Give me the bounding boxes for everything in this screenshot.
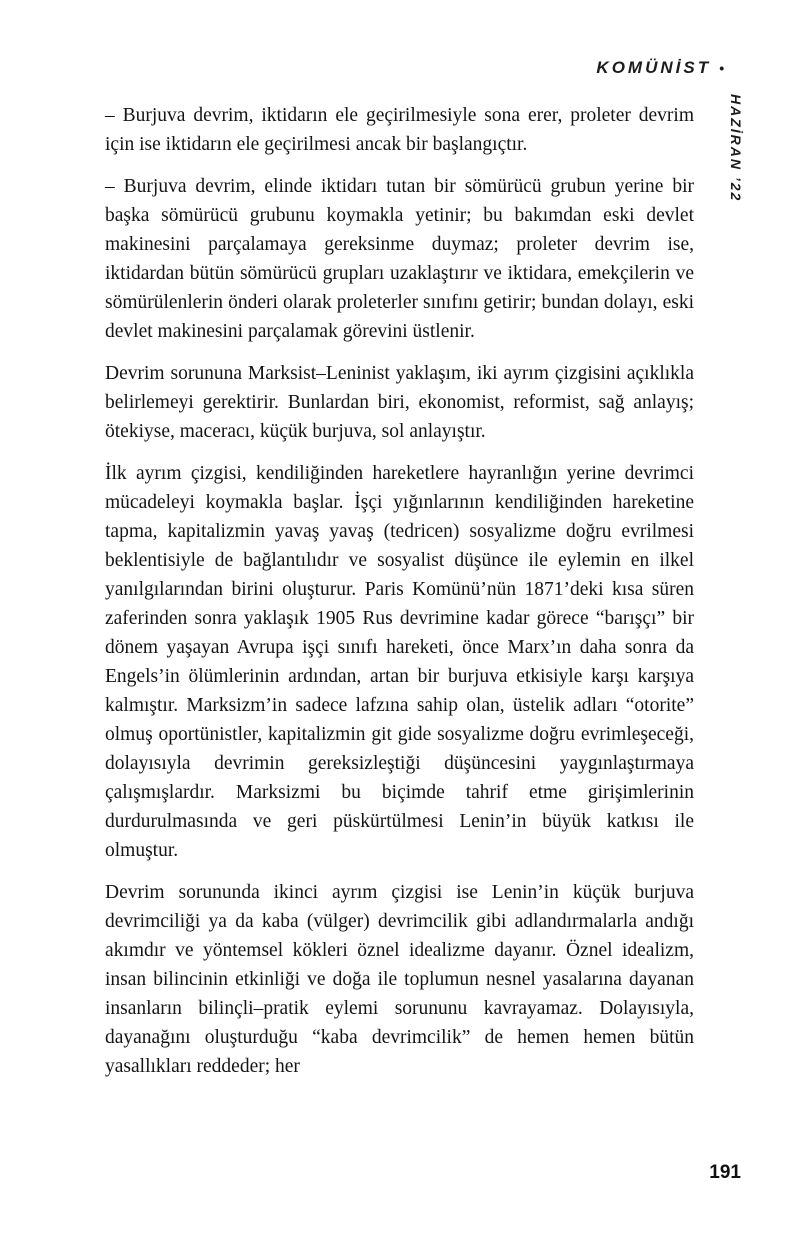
running-header <box>596 58 724 78</box>
paragraph: Devrim sorununa Marksist–Leninist yaklaşım, iki ayrım çizgisini açıklıkla belirlemeyi gerektirir. Bunlardan biri, ekonomist, reformist, sağ anlayış; ötekiyse, maceracı, küçük burjuva, sol anlayıştır. <box>105 363 694 442</box>
issue-label: HAZİRAN ’22 <box>728 94 744 203</box>
paragraph: İlk ayrım çizgisi, kendiliğinden hareketlere hayranlığın yerine devrimci mücadeleyi koymakla başlar. İşçi yığınlarının kendiliğinden hareketine tapma, kapitalizmin yavaş yavaş (tedricen) sosyalizme doğru evrilmesi beklentisiyle de bağlantılıdır ve sosyalist düşünce ile eylemin en ilkel yanılgılarından birini oluşturur. Paris Komünü’nün 1871’deki kısa süren zaferinden sonra yaklaşık 1905 Rus devrimine kadar görece “barışçı” bir dönem yaşayan Avrupa işçi sınıfı hareketi, önce Marx’ın daha sonra da Engels’in ölümlerinin ardından, artan bir burjuva etkisiyle karşı karşıya kalmıştır. Marksizm’in sadece lafzına sahip olan, üstelik adları “otorite” olmuş oportünistler, kapitalizmin git gide sosyalizme doğru evrimleşeceği, dolayısıyla devrimin gereksizleştiği düşüncesini yaygınlaştırmaya çalışmışlardır. Marksizmi bu biçimde tahrif etme girişimlerinin durdurulmasında ve geri püskürtülmesi Lenin’in büyük katkısı ile olmuştur. <box>105 463 694 861</box>
paragraph: – Burjuva devrim, iktidarın ele geçirilmesiyle sona erer, proleter devrim için ise iktidarın ele geçirilmesi ancak bir başlangıçtır. <box>105 105 694 155</box>
journal-title: KOMÜNİST <box>596 58 712 77</box>
body-text <box>105 101 694 1081</box>
header-bullet-icon: • <box>719 60 724 76</box>
paragraph: – Burjuva devrim, elinde iktidarı tutan bir sömürücü grubun yerine bir başka sömürücü grubunu koymakla yetinir; bu bakımdan eski devlet makinesini parçalamaya gereksinme duymaz; proleter devrim ise, iktidardan bütün sömürücü grupları uzaklaştırır ve iktidara, emekçilerin ve sömürülenlerin önderi olarak proleterler sınıfını getirir; bundan dolayı, eski devlet makinesini parçalamak görevini üstlenir. <box>105 176 694 342</box>
page-number: 191 <box>709 1162 741 1183</box>
paragraph: Devrim sorununda ikinci ayrım çizgisi ise Lenin’in küçük burjuva devrimciliği ya da kaba (vülger) devrimcilik gibi adlandırmalarla andığı akımdır ve yöntemsel kökleri öznel idealizme dayanır. Öznel idealizm, insan bilincinin etkinliği ve doğa ile toplumun nesnel yasalarına dayanan insanların bilinçli–pratik eylemi sorununu kavrayamaz. Dolayısıyla, dayanağını oluşturduğu “kaba devrimcilik” de hemen hemen bütün yasallıkları reddeder; her <box>105 882 694 1077</box>
